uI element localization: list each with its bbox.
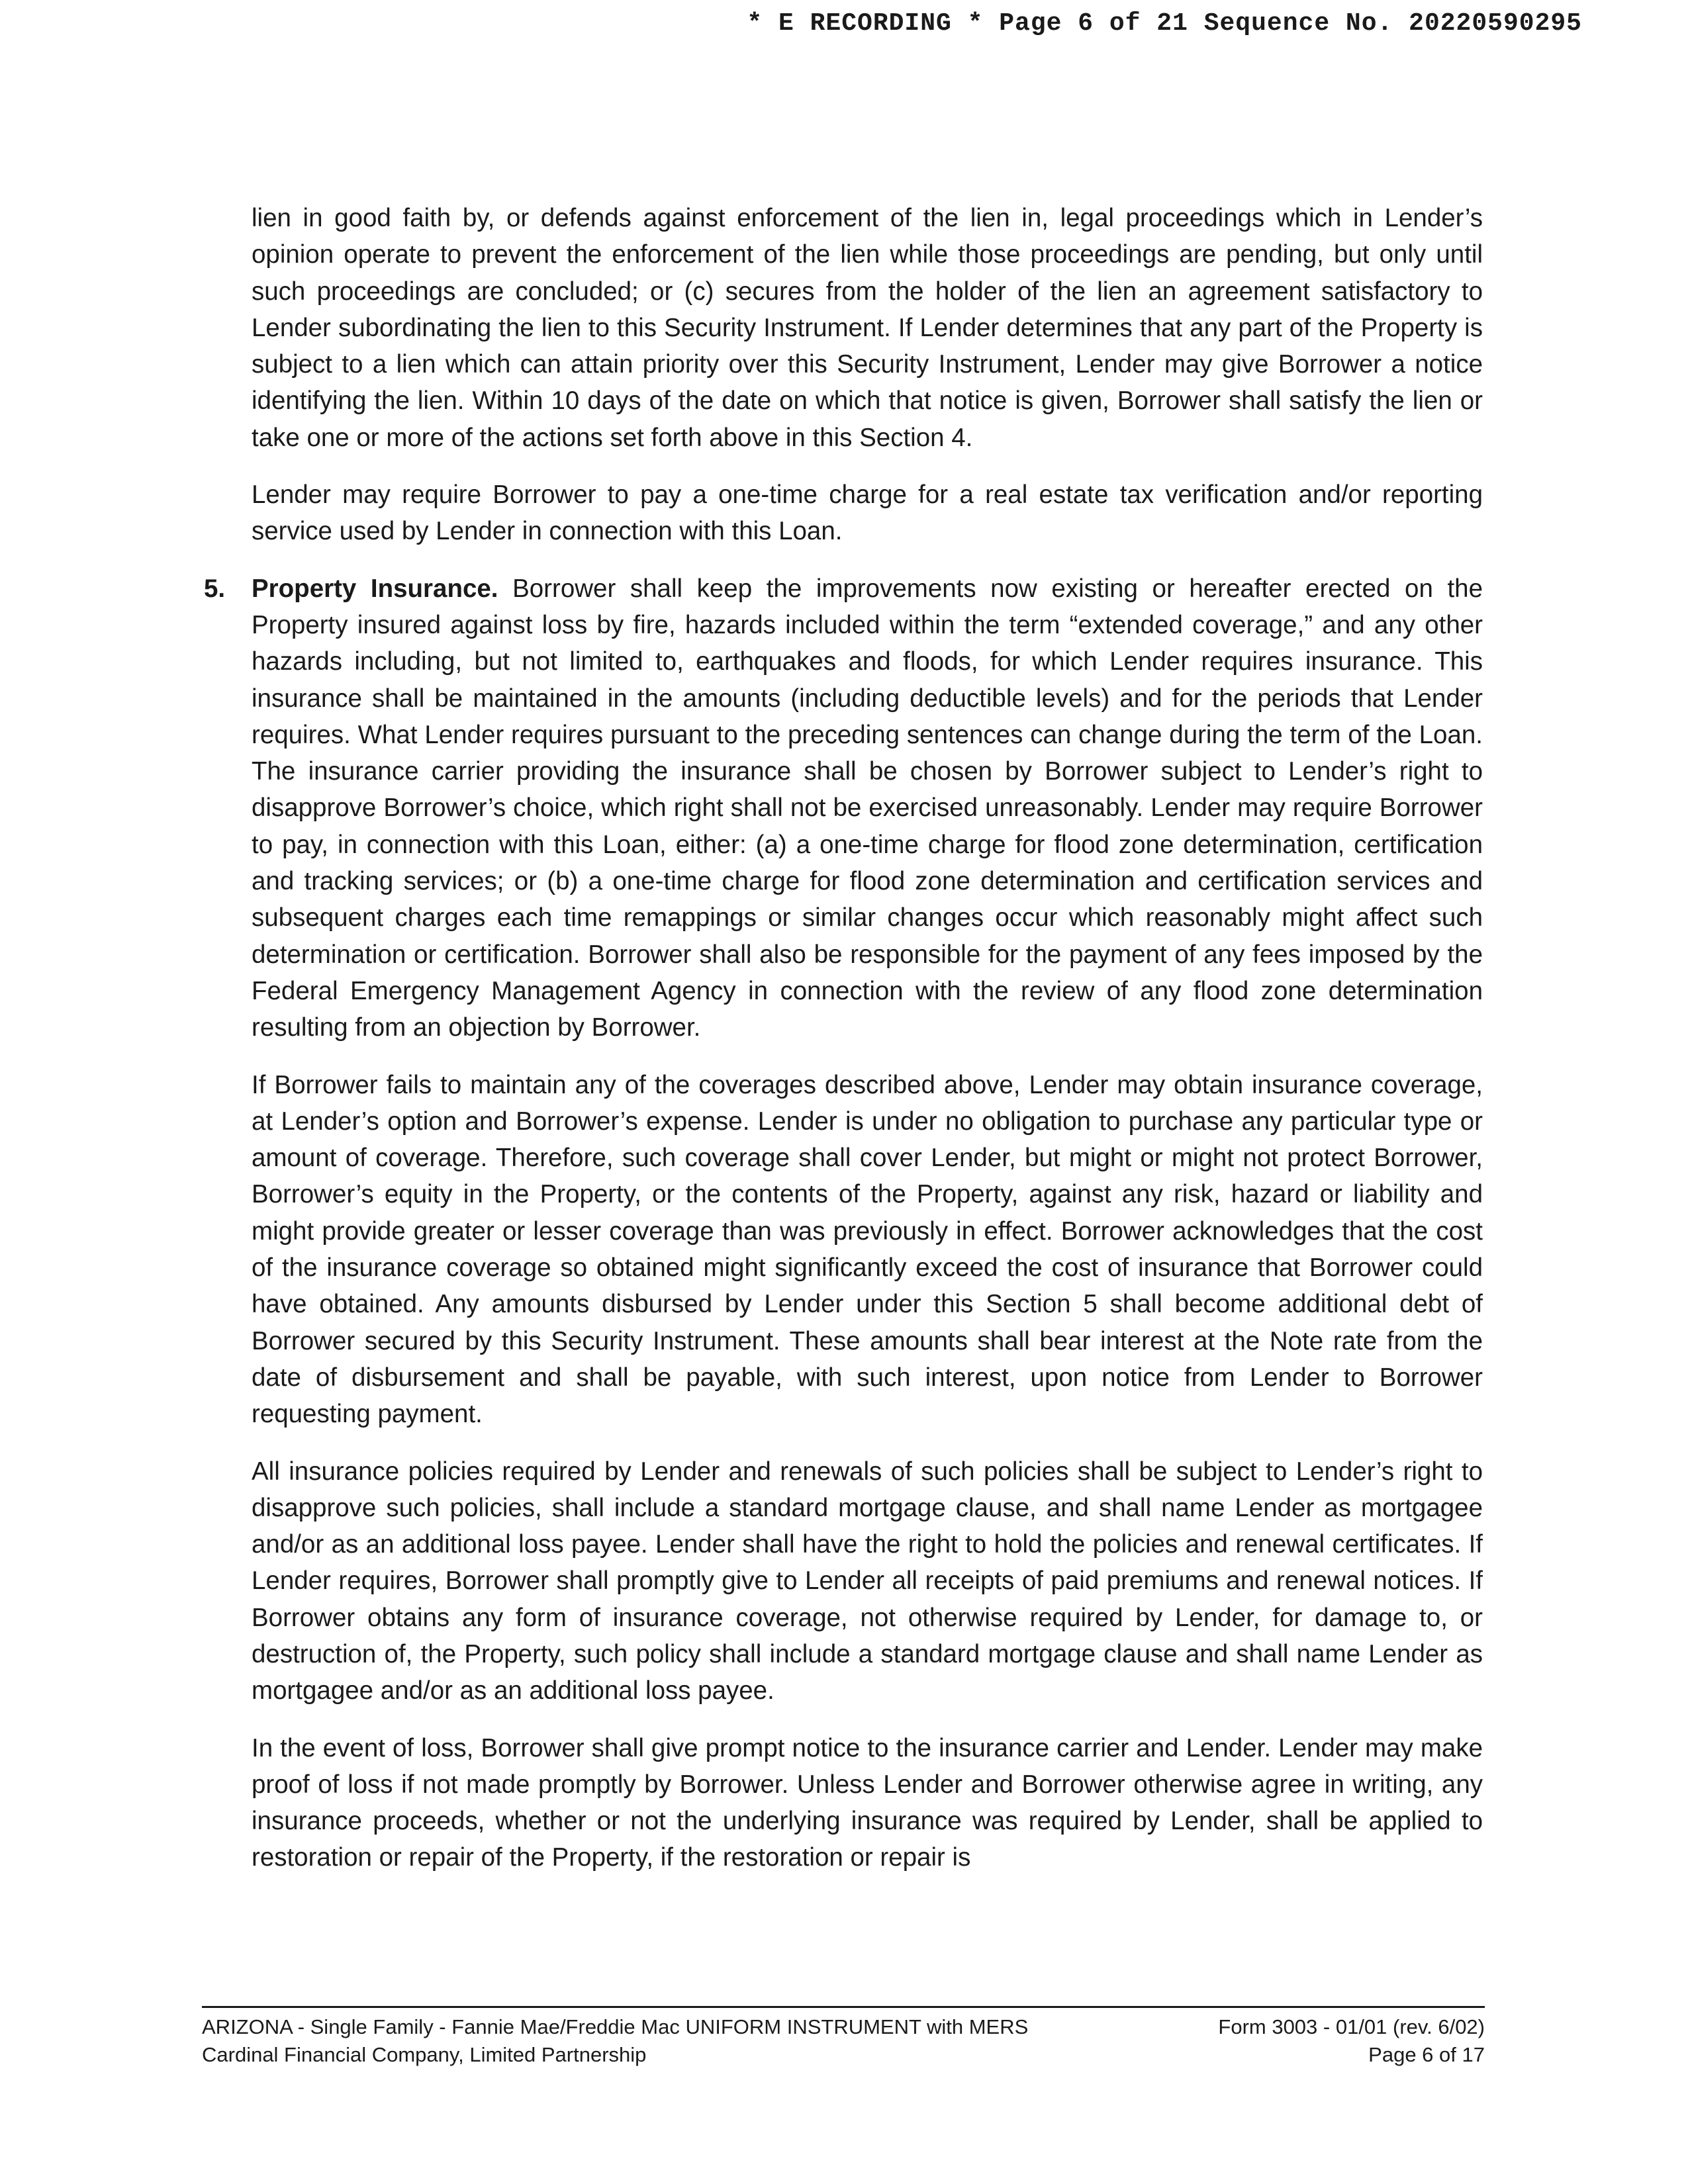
page-number: Page 6 of 17 [1368, 2043, 1485, 2066]
recording-header: * E RECORDING * Page 6 of 21 Sequence No. 20220590295 [747, 9, 1582, 38]
footer-row-bottom [202, 2041, 1485, 2069]
tax-verification-paragraph: Lender may require Borrower to pay a one-time charge for a real estate tax verification and/or reporting service used by Lender in connection with this Loan. [252, 480, 1483, 546]
section-5 [204, 570, 1483, 1876]
lender-company: Cardinal Financial Company, Limited Partnership [202, 2043, 647, 2066]
section-number: 5. [204, 574, 226, 603]
coverage-paragraph: If Borrower fails to maintain any of the coverages described above, Lender may obtain insurance coverage, at Lender’s option and Borrower’s expense. Lender is under no obligation to purchase any particular type or amount of coverage. Therefore, such coverage shall cover Lender, but might or might not protect Borrower, Borrower’s equity in the Property, or the contents of the Property, against any risk, hazard or liability and might provide greater or lesser coverage than was previously in effect. Borrower acknowledges that the cost of the insurance coverage so obtained might significantly exceed the cost of insurance that Borrower could have obtained. Any amounts disbursed by Lender under this Section 5 shall become additional debt of Borrower secured by this Security Instrument. These amounts shall bear interest at the Note rate from the date of disbursement and shall be payable, with such interest, upon notice from Lender to Borrower requesting payment. [252, 1070, 1483, 1429]
section-5-intro-text: Borrower shall keep the improvements now existing or hereafter erected on the Property insured against loss by fire, hazards included within the term “extended coverage,” and any other hazards including, but not limited to, earthquakes and floods, for which Lender requires insurance. This insurance shall be maintained in the amounts (including deductible levels) and for the periods that Lender requires. What Lender requires pursuant to the preceding sentences can change during the term of the Loan. The insurance carrier providing the insurance shall be chosen by Borrower subject to Lender’s right to disapprove Borrower’s choice, which right shall not be exercised unreasonably. Lender may require Borrower to pay, in connection with this Loan, either: (a) a one-time charge for flood zone determination, certification and tracking services; or (b) a one-time charge for flood zone determination and certification services and subsequent charges each time remappings or similar changes occur which reasonably might affect such determination or certification. Borrower shall also be responsible for the payment of any fees imposed by the Federal Emergency Management Agency in connection with the review of any flood zone determination resulting from an objection by Borrower. [252, 574, 1483, 1042]
policies-paragraph: All insurance policies required by Lender and renewals of such policies shall be subject to Lender’s right to disapprove such policies, shall include a standard mortgage clause, and shall name Lender as mortgagee and/or as an additional loss payee. Lender shall have the right to hold the policies and renewal certificates. If Lender requires, Borrower shall promptly give to Lender all receipts of paid premiums and renewal notices. If Borrower obtains any form of insurance coverage, not otherwise required by Lender, for damage to, or destruction of, the Property, such policy shall include a standard mortgage clause and shall name Lender as mortgagee and/or as an additional loss payee. [252, 1457, 1483, 1706]
continuation-paragraph: lien in good faith by, or defends against enforcement of the lien in, legal proceedings which in Lender’s opinion operate to prevent the enforcement of the lien while those proceedings are pending, but only until such proceedings are concluded; or (c) secures from the holder of the lien an agreement satisfactory to Lender subordinating the lien to this Security Instrument. If Lender determines that any part of the Property is subject to a lien which can attain priority over this Security Instrument, Lender may give Borrower a notice identifying the lien. Within 10 days of the date on which that notice is given, Borrower shall satisfy the lien or take one or more of the actions set forth above in this Section 4. [252, 204, 1483, 452]
page-footer [202, 2013, 1485, 2069]
footer-row-top [202, 2013, 1485, 2041]
form-title: ARIZONA - Single Family - Fannie Mae/Freddie Mac UNIFORM INSTRUMENT with MERS [202, 2015, 1029, 2038]
form-number: Form 3003 - 01/01 (rev. 6/02) [1218, 2015, 1485, 2038]
loss-paragraph: In the event of loss, Borrower shall give prompt notice to the insurance carrier and Lender. Lender may make proof of loss if not made promptly by Borrower. Unless Lender and Borrower otherwise agree in writing, any insurance proceeds, whether or not the underlying insurance was required by Lender, shall be applied to restoration or repair of the Property, if the restoration or repair is [252, 1733, 1483, 1872]
section-5-first-paragraph [252, 570, 1483, 1046]
footer-divider [202, 2006, 1485, 2008]
document-body [204, 200, 1483, 1897]
section-heading: Property Insurance. [252, 574, 498, 603]
